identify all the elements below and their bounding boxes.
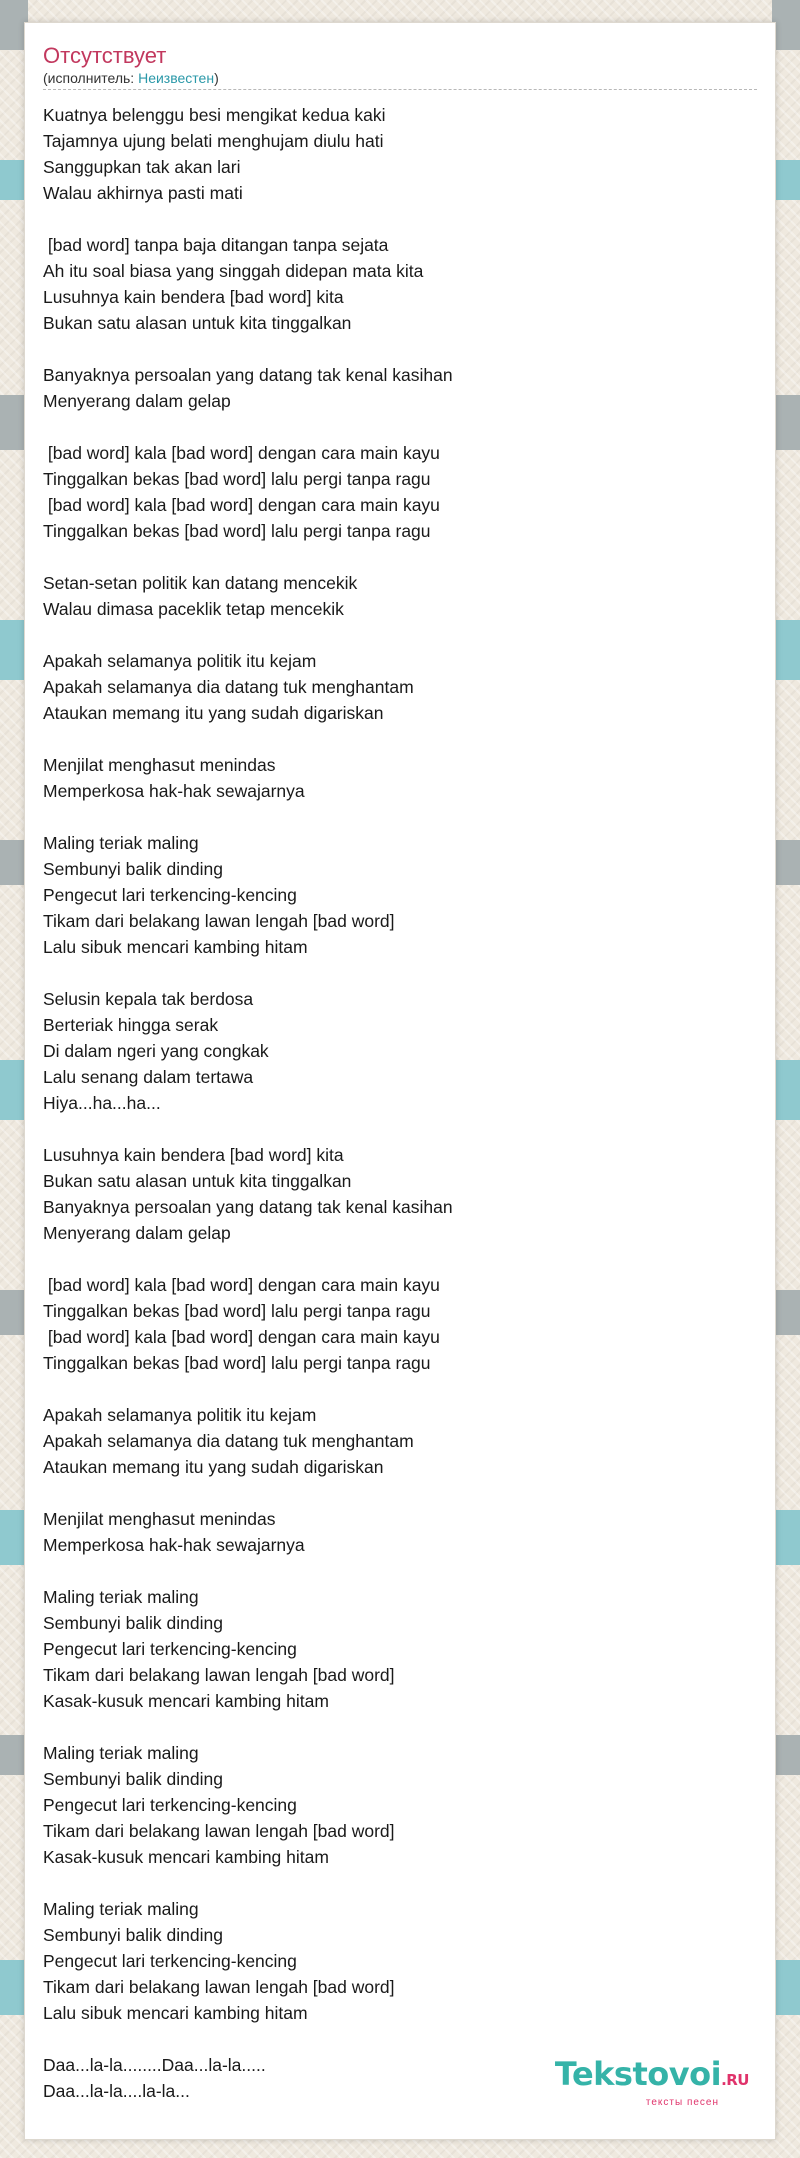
lyric-line: Memperkosa hak-hak sewajarnya bbox=[43, 1535, 305, 1555]
lyric-line: Sembunyi balik dinding bbox=[43, 1925, 223, 1945]
lyric-line: Pengecut lari terkencing-kencing bbox=[43, 885, 297, 905]
lyric-line: Lusuhnya kain bendera [bad word] kita bbox=[43, 287, 344, 307]
lyrics-stanza bbox=[43, 1740, 757, 1870]
decorative-stripe bbox=[772, 620, 800, 680]
lyrics-stanza bbox=[43, 1402, 757, 1480]
lyrics-stanza bbox=[43, 1506, 757, 1558]
lyric-line: Tinggalkan bekas [bad word] lalu pergi tanpa ragu bbox=[43, 1301, 431, 1321]
lyric-line: Ataukan memang itu yang sudah digariskan bbox=[43, 703, 384, 723]
site-logo[interactable] bbox=[555, 2057, 749, 2109]
lyric-line: Selusin kepala tak berdosa bbox=[43, 989, 254, 1009]
lyric-line: Sanggupkan tak akan lari bbox=[43, 157, 241, 177]
lyric-line: Maling teriak maling bbox=[43, 833, 199, 853]
lyric-line: Menjilat menghasut menindas bbox=[43, 1509, 276, 1529]
lyric-line: Ah itu soal biasa yang singgah didepan mata kita bbox=[43, 261, 424, 281]
lyric-line: Banyaknya persoalan yang datang tak kenal kasihan bbox=[43, 365, 453, 385]
decorative-stripe bbox=[772, 395, 800, 450]
lyric-line: Menyerang dalam gelap bbox=[43, 391, 231, 411]
lyric-line: Walau dimasa paceklik tetap mencekik bbox=[43, 599, 344, 619]
lyric-line: Tikam dari belakang lawan lengah [bad word] bbox=[43, 1665, 395, 1685]
decorative-stripe bbox=[772, 1735, 800, 1775]
lyric-line: Lusuhnya kain bendera [bad word] kita bbox=[43, 1145, 344, 1165]
lyric-line: Tinggalkan bekas [bad word] lalu pergi tanpa ragu bbox=[43, 521, 431, 541]
lyric-line: Tikam dari belakang lawan lengah [bad word] bbox=[43, 1821, 395, 1841]
lyric-line: Menjilat menghasut menindas bbox=[43, 755, 276, 775]
decorative-stripe bbox=[772, 840, 800, 885]
artist-link[interactable]: Неизвестен bbox=[138, 70, 215, 86]
lyric-line: Bukan satu alasan untuk kita tinggalkan bbox=[43, 313, 352, 333]
lyric-line: Walau akhirnya pasti mati bbox=[43, 183, 243, 203]
lyric-line: Tikam dari belakang lawan lengah [bad word] bbox=[43, 911, 395, 931]
lyric-line: [bad word] tanpa baja ditangan tanpa sejata bbox=[43, 235, 389, 255]
lyric-line: Tinggalkan bekas [bad word] lalu pergi tanpa ragu bbox=[43, 469, 431, 489]
lyrics-stanza bbox=[43, 570, 757, 622]
lyric-line: Menyerang dalam gelap bbox=[43, 1223, 231, 1243]
decorative-stripe bbox=[772, 0, 800, 50]
lyrics-stanza bbox=[43, 986, 757, 1116]
lyric-line: Daa...la-la........Daa...la-la..... bbox=[43, 2055, 266, 2075]
lyrics-stanza bbox=[43, 1584, 757, 1714]
performer-line bbox=[43, 69, 757, 90]
lyrics-card bbox=[24, 22, 776, 2140]
lyrics-stanza bbox=[43, 232, 757, 336]
lyric-line: Sembunyi balik dinding bbox=[43, 859, 223, 879]
decorative-stripe bbox=[772, 1290, 800, 1335]
lyric-line: Ataukan memang itu yang sudah digariskan bbox=[43, 1457, 384, 1477]
lyric-line: Kasak-kusuk mencari kambing hitam bbox=[43, 1847, 329, 1867]
decorative-stripe bbox=[772, 1510, 800, 1565]
lyric-line: Hiya...ha...ha... bbox=[43, 1093, 161, 1113]
lyric-line: Lalu senang dalam tertawa bbox=[43, 1067, 254, 1087]
lyric-line: [bad word] kala [bad word] dengan cara main kayu bbox=[43, 443, 440, 463]
lyric-line: Tinggalkan bekas [bad word] lalu pergi tanpa ragu bbox=[43, 1353, 431, 1373]
lyric-line: Sembunyi balik dinding bbox=[43, 1769, 223, 1789]
lyric-line: Maling teriak maling bbox=[43, 1587, 199, 1607]
lyric-line: Daa...la-la....la-la... bbox=[43, 2081, 190, 2101]
logo-wordmark: Tekstovoi bbox=[554, 2055, 722, 2093]
lyric-line: Apakah selamanya politik itu kejam bbox=[43, 651, 317, 671]
performer-suffix: ) bbox=[214, 70, 219, 86]
lyric-line: Banyaknya persoalan yang datang tak kenal kasihan bbox=[43, 1197, 453, 1217]
lyric-line: Apakah selamanya politik itu kejam bbox=[43, 1405, 317, 1425]
lyrics-stanza bbox=[43, 440, 757, 544]
lyric-line: Di dalam ngeri yang congkak bbox=[43, 1041, 269, 1061]
lyrics-stanza bbox=[43, 102, 757, 206]
lyrics-stanza bbox=[43, 1896, 757, 2026]
lyric-line: Tajamnya ujung belati menghujam diulu hati bbox=[43, 131, 384, 151]
lyric-line: Kuatnya belenggu besi mengikat kedua kaki bbox=[43, 105, 386, 125]
lyrics-stanza bbox=[43, 752, 757, 804]
lyric-line: Lalu sibuk mencari kambing hitam bbox=[43, 2003, 308, 2023]
decorative-stripe bbox=[772, 160, 800, 200]
lyric-line: Lalu sibuk mencari kambing hitam bbox=[43, 937, 308, 957]
lyric-line: Setan-setan politik kan datang mencekik bbox=[43, 573, 358, 593]
lyric-line: Kasak-kusuk mencari kambing hitam bbox=[43, 1691, 329, 1711]
lyric-line: Maling teriak maling bbox=[43, 1743, 199, 1763]
lyric-line: Bukan satu alasan untuk kita tinggalkan bbox=[43, 1171, 352, 1191]
lyric-line: Memperkosa hak-hak sewajarnya bbox=[43, 781, 305, 801]
lyric-line: Apakah selamanya dia datang tuk menghantam bbox=[43, 1431, 414, 1451]
song-title: Отсутствует bbox=[43, 43, 167, 68]
performer-prefix: (исполнитель: bbox=[43, 70, 139, 86]
lyrics-body bbox=[43, 102, 757, 2104]
decorative-stripe bbox=[772, 1060, 800, 1120]
lyric-line: Maling teriak maling bbox=[43, 1899, 199, 1919]
lyric-line: Apakah selamanya dia datang tuk menghantam bbox=[43, 677, 414, 697]
lyrics-stanza bbox=[43, 1142, 757, 1246]
logo-tld: .RU bbox=[721, 2071, 749, 2089]
lyric-line: Pengecut lari terkencing-kencing bbox=[43, 1795, 297, 1815]
lyric-line: Pengecut lari terkencing-kencing bbox=[43, 1639, 297, 1659]
lyrics-stanza bbox=[43, 1272, 757, 1376]
logo-tagline: тексты песен bbox=[645, 2097, 719, 2108]
lyrics-stanza bbox=[43, 830, 757, 960]
lyric-line: [bad word] kala [bad word] dengan cara main kayu bbox=[43, 1275, 440, 1295]
lyrics-stanza bbox=[43, 362, 757, 414]
lyric-line: Berteriak hingga serak bbox=[43, 1015, 219, 1035]
lyric-line: Sembunyi balik dinding bbox=[43, 1613, 223, 1633]
lyric-line: [bad word] kala [bad word] dengan cara main kayu bbox=[43, 495, 440, 515]
lyric-line: Tikam dari belakang lawan lengah [bad word] bbox=[43, 1977, 395, 1997]
lyrics-stanza bbox=[43, 648, 757, 726]
lyric-line: Pengecut lari terkencing-kencing bbox=[43, 1951, 297, 1971]
lyric-line: [bad word] kala [bad word] dengan cara main kayu bbox=[43, 1327, 440, 1347]
right-decorative-stripes bbox=[772, 0, 800, 2158]
decorative-stripe bbox=[772, 1960, 800, 2015]
